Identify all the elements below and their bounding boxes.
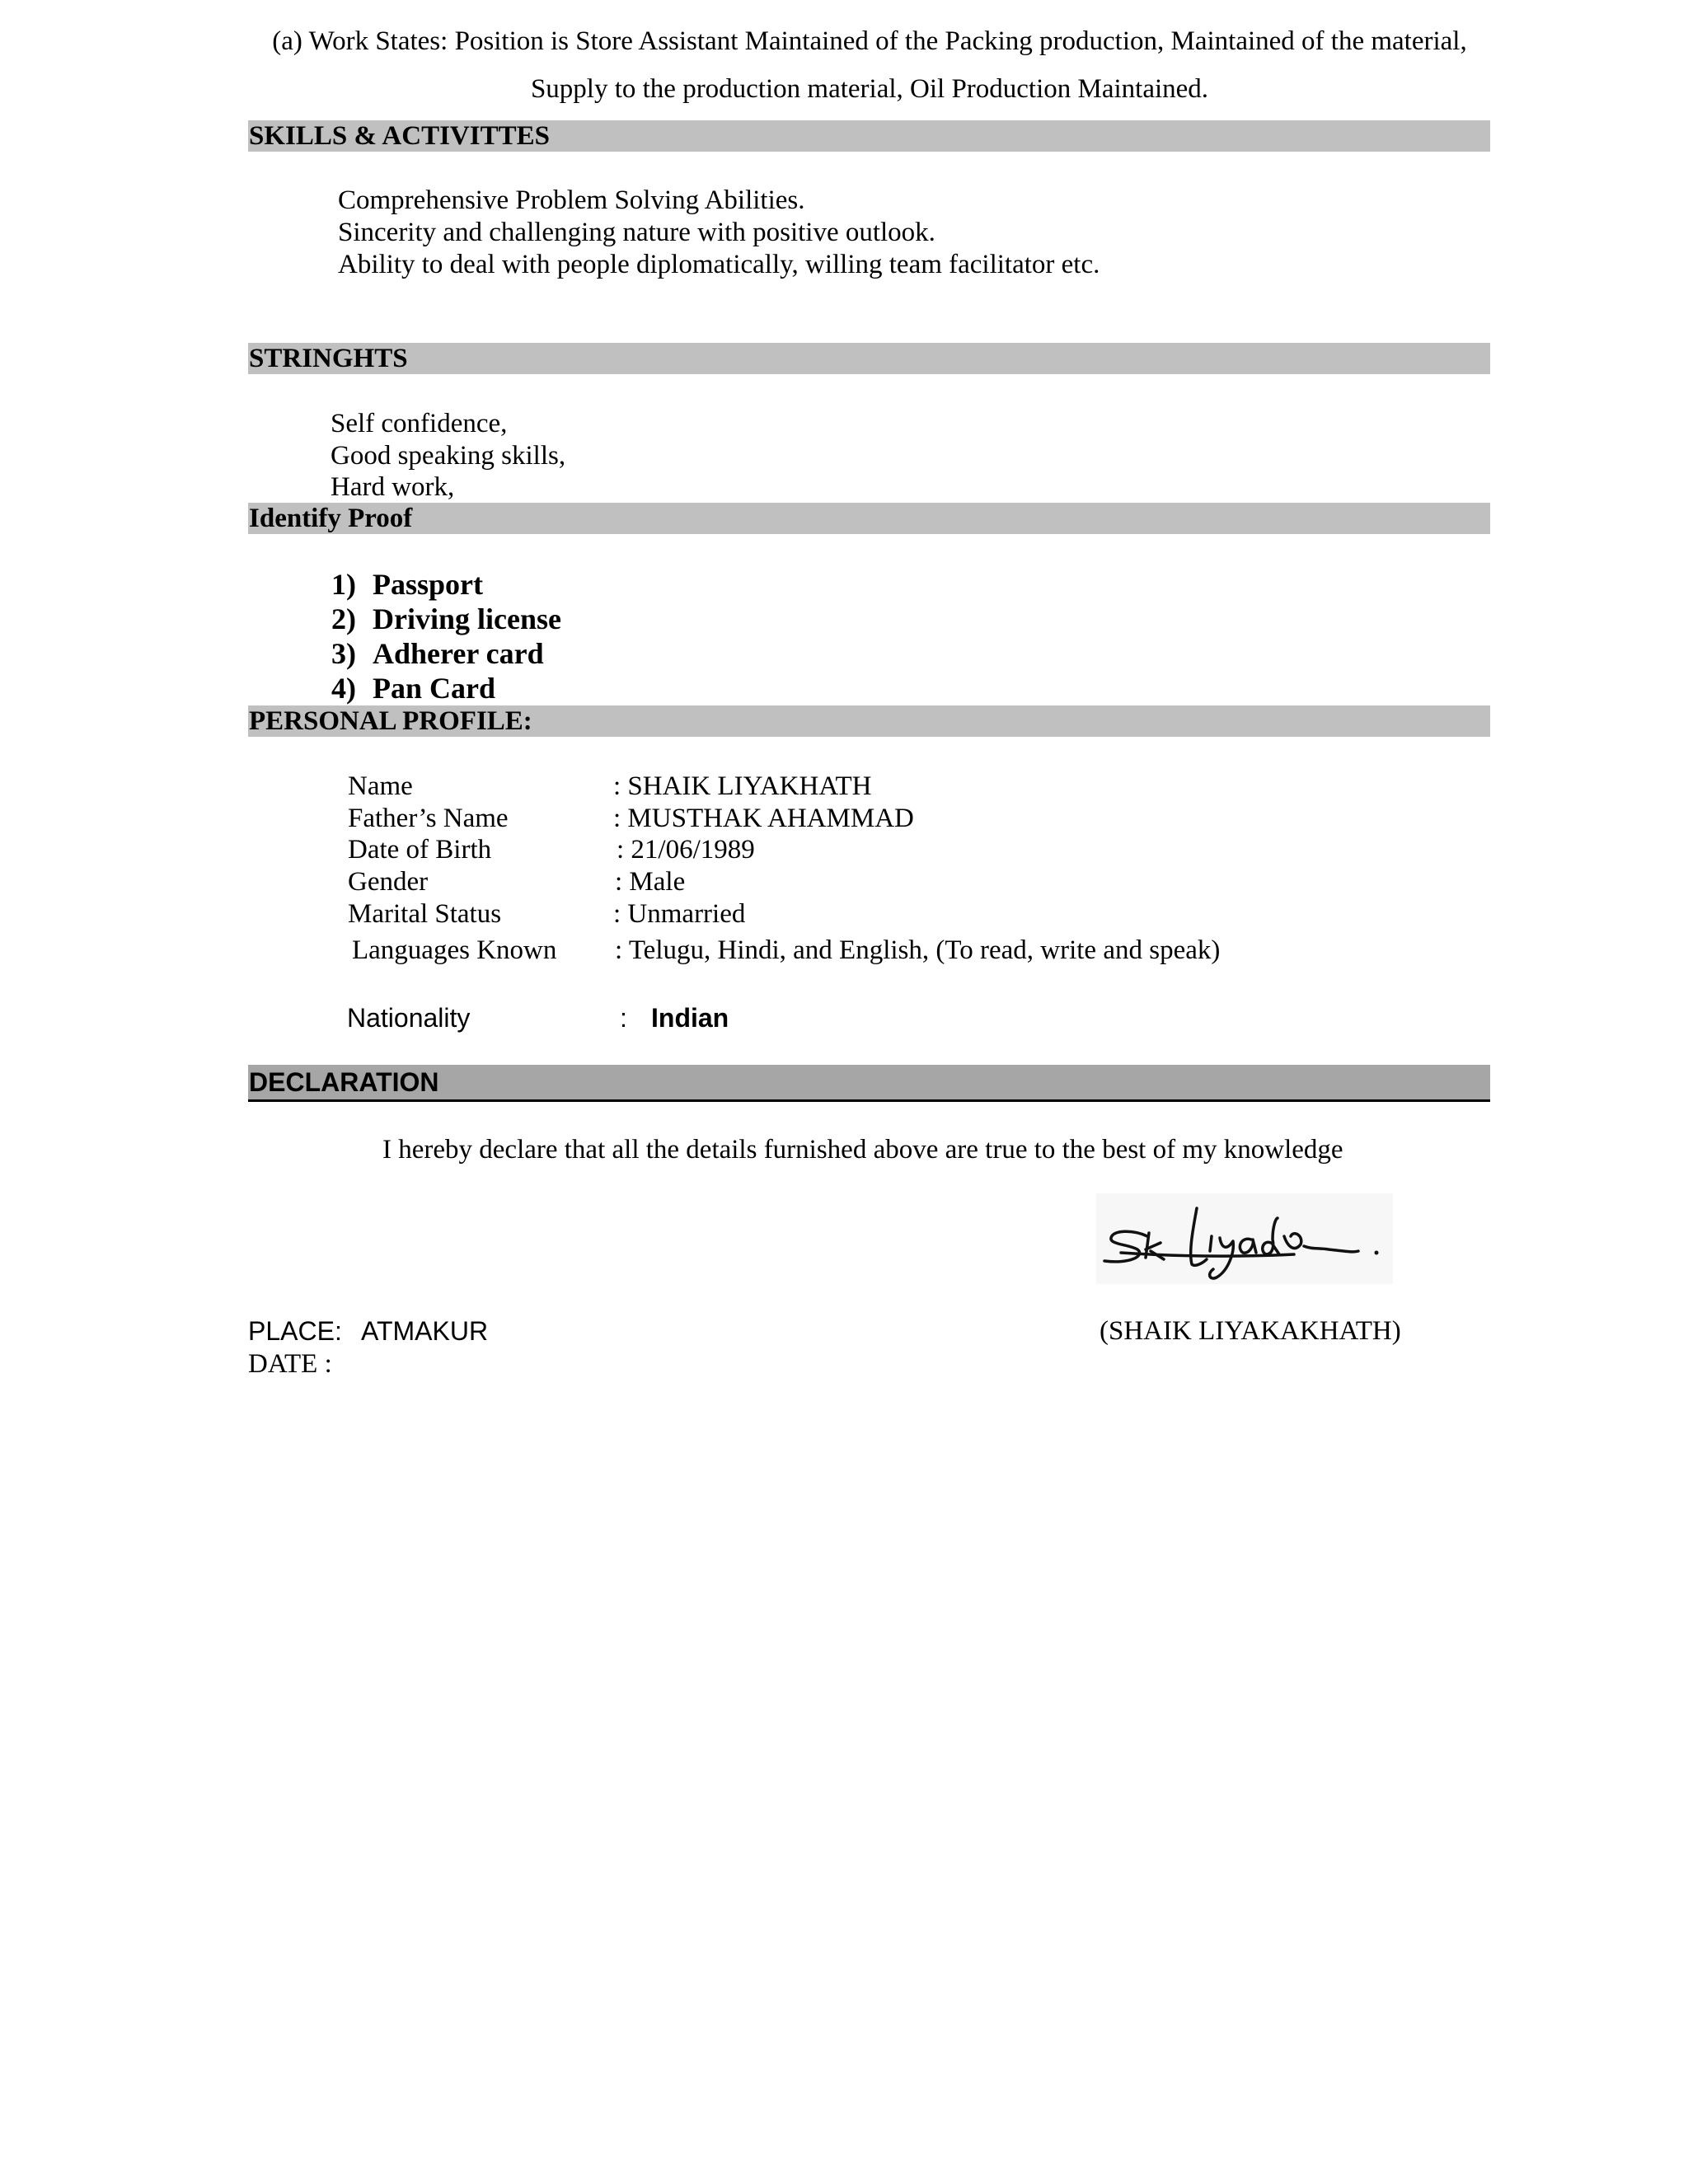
personal-profile-heading: PERSONAL PROFILE:	[249, 706, 532, 736]
signature-name: (SHAIK LIYAKAKHATH)	[1100, 1316, 1401, 1346]
profile-colon-nationality: :	[620, 1003, 627, 1033]
place-label: PLACE:	[248, 1316, 342, 1346]
strengths-section-header	[248, 343, 1490, 374]
proof-item-driving-license: 2) Driving license	[331, 602, 561, 635]
profile-value-father: : MUSTHAK AHAMMAD	[613, 804, 914, 833]
profile-value-name: : SHAIK LIYAKHATH	[613, 771, 872, 801]
profile-value-dob: : 21/06/1989	[617, 835, 755, 865]
identity-proof-heading: Identify Proof	[249, 504, 413, 533]
profile-label-dob: Date of Birth	[348, 835, 492, 865]
skills-item: Sincerity and challenging nature with positive outlook.	[338, 218, 935, 247]
profile-label-name: Name	[348, 771, 413, 801]
skills-item: Ability to deal with people diplomatically, willing team facilitator etc.	[338, 250, 1100, 279]
proof-item-pan-card: 4) Pan Card	[331, 672, 496, 705]
date-label: DATE :	[248, 1349, 332, 1379]
skills-heading: SKILLS & ACTIVITTES	[249, 121, 550, 151]
work-states-line-2: Supply to the production material, Oil Production Maintained.	[530, 74, 1209, 104]
personal-profile-section-header	[248, 705, 1490, 737]
declaration-text: I hereby declare that all the details furnished above are true to the best of my knowledge	[382, 1135, 1343, 1165]
strengths-item: Good speaking skills,	[331, 441, 566, 471]
skills-section-header	[248, 120, 1490, 152]
signature-image	[1096, 1193, 1393, 1284]
profile-value-nationality: Indian	[651, 1003, 729, 1033]
strengths-item: Hard work,	[331, 472, 455, 502]
profile-label-gender: Gender	[348, 867, 429, 897]
profile-value-gender: : Male	[615, 867, 686, 897]
profile-label-languages: Languages Known	[352, 935, 557, 965]
declaration-section-header	[248, 1065, 1490, 1102]
declaration-heading: DECLARATION	[249, 1067, 439, 1097]
profile-label-marital: Marital Status	[348, 899, 502, 929]
profile-label-father: Father’s Name	[348, 804, 509, 833]
profile-value-languages: : Telugu, Hindi, and English, (To read, write and speak)	[615, 935, 1221, 965]
proof-item-adherer-card: 3) Adherer card	[331, 637, 544, 670]
work-states-line-1: (a) Work States: Position is Store Assistant Maintained of the Packing production, Maintained of the material,	[272, 26, 1467, 56]
profile-value-marital: : Unmarried	[613, 899, 746, 929]
proof-item-passport: 1) Passport	[331, 568, 483, 601]
place-value: ATMAKUR	[361, 1316, 489, 1346]
strengths-item: Self confidence,	[331, 409, 508, 438]
skills-item: Comprehensive Problem Solving Abilities.	[338, 185, 805, 215]
identity-proof-section-header	[248, 503, 1490, 534]
strengths-heading: STRINGHTS	[249, 344, 408, 373]
profile-label-nationality: Nationality	[347, 1003, 471, 1033]
